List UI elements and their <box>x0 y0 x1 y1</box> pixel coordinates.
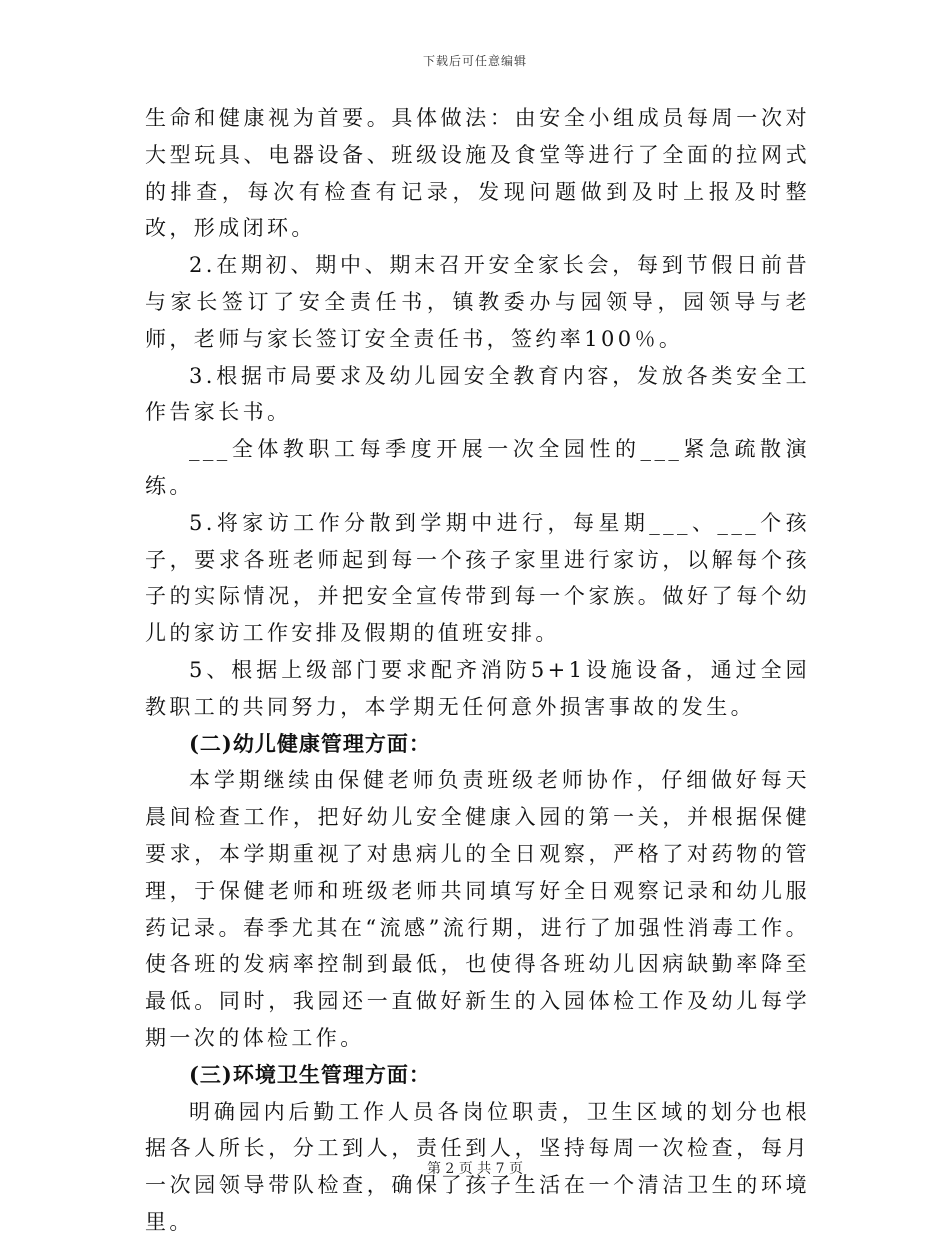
paragraph-home-visits: 5.将家访工作分散到学期中进行，每星期___、___个孩子，要求各班老师起到每一个孩子家里进行家访，以解每个孩子的实际情况，并把安全宣传带到每一个家族。做好了每个幼儿的家访工作安排及假期的值班安排。 <box>145 510 810 646</box>
paragraph-environment: 明确园内后勤工作人员各岗位职责，卫生区域的划分也根据各人所长，分工到人，责任到人，坚持每周一次检查，每月一次园领导带队检查，确保了孩子生活在一个清洁卫生的环境里。 <box>145 1099 810 1234</box>
paragraph-fire-equipment: 5、根据上级部门要求配齐消防5+1设施设备，通过全园教职工的共同努力，本学期无任何意外损害事故的发生。 <box>145 657 810 719</box>
page-header: 下载后可任意编辑 <box>422 54 527 68</box>
document-body <box>145 100 810 1241</box>
section-heading-child-health: (二)幼儿健康管理方面： <box>189 730 431 756</box>
paragraph-child-health: 本学期继续由保健老师负责班级老师协作，仔细做好每天晨间检查工作，把好幼儿安全健康入园的第一关，并根据保健要求，本学期重视了对患病儿的全日观察，严格了对药物的管理，于保健老师和班级老师共同填写好全日观察记录和幼儿服药记录。春季尤其在“流感”流行期，进行了加强性消毒工作。使各班的发病率控制到最低，也使得各班幼儿因病缺勤率降至最低。同时，我园还一直做好新生的入园体检工作及幼儿每学期一次的体检工作。 <box>145 768 810 1050</box>
paragraph-continuation: 生命和健康视为首要。具体做法：由安全小组成员每周一次对大型玩具、电器设备、班级设施及食堂等进行了全面的拉网式的排查，每次有检查有记录，发现问题做到及时上报及时整改，形成闭环。 <box>145 106 810 241</box>
paragraph-safety-parent-meeting: 2.在期初、期中、期末召开安全家长会，每到节假日前昔与家长签订了安全责任书，镇教委办与园领导，园领导与老师，老师与家长签订安全责任书，签约率100％。 <box>145 253 810 351</box>
paragraph-evacuation-drill: ___全体教职工每季度开展一次全园性的___紧急疏散演练。 <box>145 437 810 498</box>
section-heading-environment: (三)环境卫生管理方面： <box>189 1061 431 1087</box>
page-footer: 第 2 页 共 7 页 <box>426 1161 524 1177</box>
paragraph-safety-letter: 3.根据市局要求及幼儿园安全教育内容，发放各类安全工作告家长书。 <box>145 363 810 425</box>
